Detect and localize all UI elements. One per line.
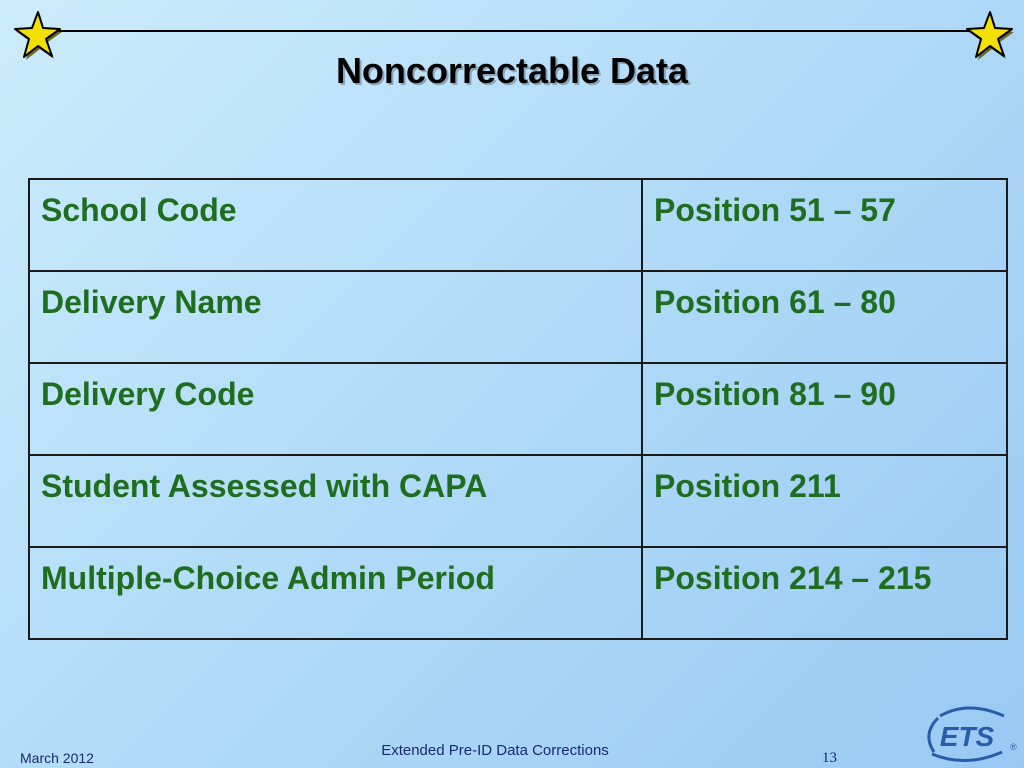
table-row xyxy=(29,271,1007,363)
footer-date: March 2012 xyxy=(20,750,94,766)
position-cell: Position 51 – 57 xyxy=(642,179,1007,271)
position-cell: Position 211 xyxy=(642,455,1007,547)
page-number: 13 xyxy=(822,750,837,766)
field-name-cell: School Code xyxy=(29,179,642,271)
registered-mark: ® xyxy=(1010,742,1017,752)
field-name-cell: Delivery Code xyxy=(29,363,642,455)
field-name-cell: Student Assessed with CAPA xyxy=(29,455,642,547)
table-row xyxy=(29,179,1007,271)
top-divider-line xyxy=(42,30,982,32)
table-row xyxy=(29,363,1007,455)
ets-logo xyxy=(918,704,1018,764)
position-cell: Position 214 – 215 xyxy=(642,547,1007,639)
slide-title: Noncorrectable Data xyxy=(335,50,689,91)
field-name-cell: Delivery Name xyxy=(29,271,642,363)
position-cell: Position 61 – 80 xyxy=(642,271,1007,363)
table-row xyxy=(29,455,1007,547)
footer-caption: Extended Pre-ID Data Corrections xyxy=(381,742,609,759)
position-cell: Position 81 – 90 xyxy=(642,363,1007,455)
logo-text: ETS xyxy=(939,721,995,752)
noncorrectable-data-table xyxy=(28,178,1008,640)
field-name-cell: Multiple-Choice Admin Period xyxy=(29,547,642,639)
table-row xyxy=(29,547,1007,639)
